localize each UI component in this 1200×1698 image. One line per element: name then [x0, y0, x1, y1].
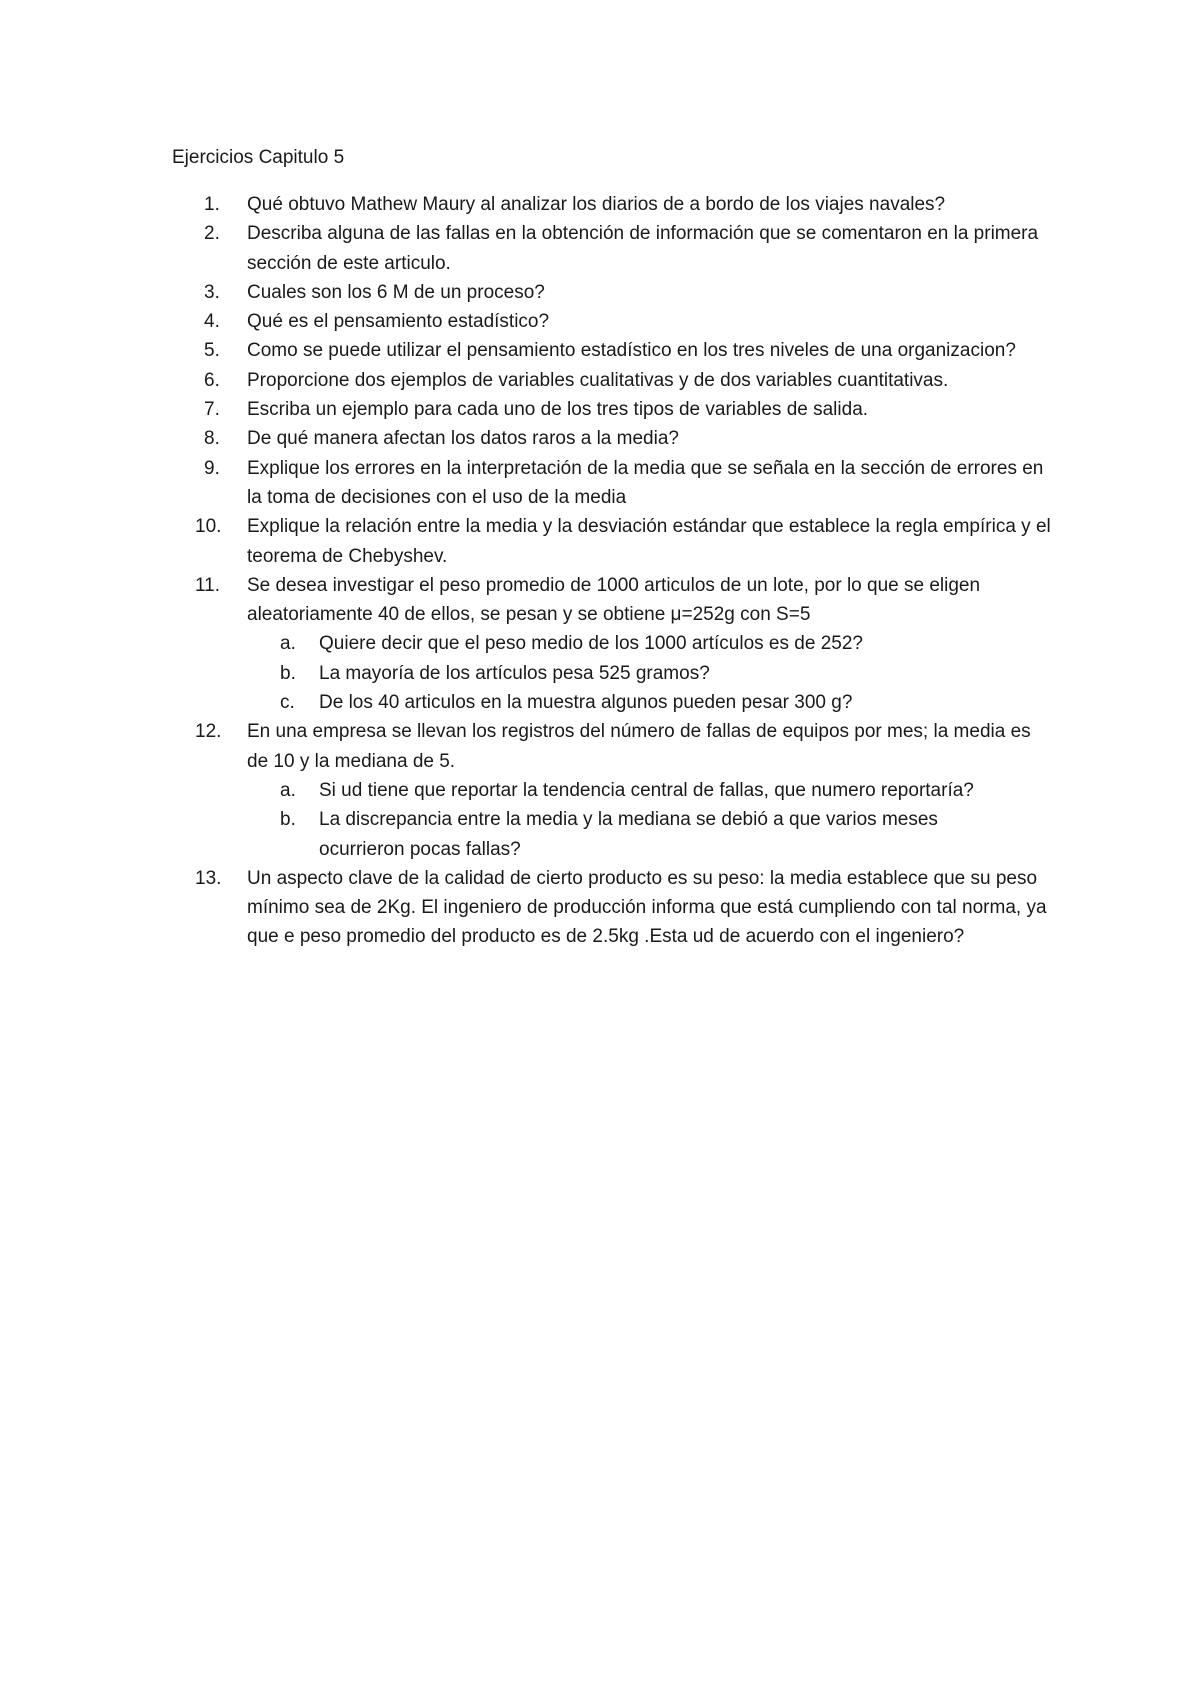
question-number: 7. — [204, 399, 220, 421]
question-number: 2. — [204, 223, 220, 245]
sub-question-text: De los 40 articulos en la muestra algunos pueden pesar 300 g? — [319, 692, 853, 714]
question-item — [0, 366, 1057, 395]
question-text: Un aspecto clave de la calidad de cierto producto es su peso: la media establece que su peso mínimo sea de 2Kg. El ingeniero de producción informa que está cumpliendo con tal norma, ya que e peso promedio del producto es de 2.5kg .Esta ud de acuerdo con el ingeniero? — [247, 867, 1047, 948]
question-item — [0, 424, 1057, 453]
sub-question-text: Si ud tiene que reportar la tendencia central de fallas, que numero reportaría? — [319, 779, 974, 801]
sub-question-letter: b. — [280, 662, 296, 684]
question-number: 9. — [204, 457, 220, 479]
question-number: 10. — [195, 516, 222, 538]
sub-question-item — [247, 629, 999, 658]
sub-question-text: Quiere decir que el peso medio de los 1000 artículos es de 252? — [319, 633, 863, 655]
question-number: 5. — [204, 340, 220, 362]
question-number: 8. — [204, 428, 220, 450]
question-item — [0, 395, 1057, 424]
question-number: 6. — [204, 369, 220, 391]
question-text: Explique los errores en la interpretación de la media que se señala en la sección de errores en la toma de decisiones con el uso de la media — [247, 457, 1044, 508]
sub-question-letter: a. — [280, 779, 296, 801]
sub-question-letter: b. — [280, 809, 296, 831]
sub-question-item — [247, 659, 999, 688]
question-text: Qué obtuvo Mathew Maury al analizar los diarios de a bordo de los viajes navales? — [247, 194, 946, 215]
sub-question-item — [247, 776, 999, 805]
sub-question-text: La mayoría de los artículos pesa 525 gramos? — [319, 662, 710, 684]
question-number: 11. — [195, 574, 221, 596]
document-title: Ejercicios Capitulo 5 — [172, 147, 345, 168]
question-item — [0, 512, 1057, 571]
question-item — [0, 278, 1057, 307]
question-item — [0, 190, 1057, 219]
question-item — [0, 864, 1057, 952]
question-text: En una empresa se llevan los registros del número de fallas de equipos por mes; la media es de 10 y la mediana de 5. — [247, 721, 1031, 772]
question-text: Como se puede utilizar el pensamiento estadístico en los tres niveles de una organizacion? — [247, 340, 1016, 362]
question-number: 3. — [204, 281, 220, 303]
sub-question-list — [247, 629, 1057, 717]
sub-question-letter: c. — [280, 692, 295, 714]
question-item — [0, 219, 1057, 278]
question-text: Cuales son los 6 M de un proceso? — [247, 281, 545, 303]
question-number: 13. — [195, 867, 222, 889]
sub-question-list — [247, 776, 1057, 864]
sub-question-letter: a. — [280, 633, 296, 655]
sub-question-text: La discrepancia entre la media y la mediana se debió a que varios meses ocurrieron pocas fallas? — [319, 809, 938, 860]
question-item — [0, 571, 1057, 717]
question-text: Explique la relación entre la media y la desviación estándar que establece la regla empírica y el teorema de Chebyshev. — [247, 516, 1051, 567]
question-text: Escriba un ejemplo para cada uno de los tres tipos de variables de salida. — [247, 399, 869, 421]
question-item — [0, 307, 1057, 336]
question-text: Se desea investigar el peso promedio de 1000 articulos de un lote, por lo que se eligen aleatoriamente 40 de ellos, se pesan y se obtiene μ=252g con S=5 — [247, 574, 981, 626]
question-text: Qué es el pensamiento estadístico? — [247, 311, 550, 333]
question-item — [0, 454, 1057, 513]
question-text: Proporcione dos ejemplos de variables cualitativas y de dos variables cuantitativas. — [247, 369, 949, 391]
question-list — [0, 190, 1200, 952]
question-number: 4. — [204, 311, 220, 333]
sub-question-item — [247, 805, 999, 864]
question-number: 1. — [204, 194, 220, 215]
question-item — [0, 717, 1057, 863]
sub-question-item — [247, 688, 999, 717]
question-text: De qué manera afectan los datos raros a la media? — [247, 428, 679, 450]
question-text: Describa alguna de las fallas en la obtención de información que se comentaron en la primera sección de este articulo. — [247, 223, 1039, 274]
question-number: 12. — [195, 721, 222, 743]
question-item — [0, 336, 1057, 365]
